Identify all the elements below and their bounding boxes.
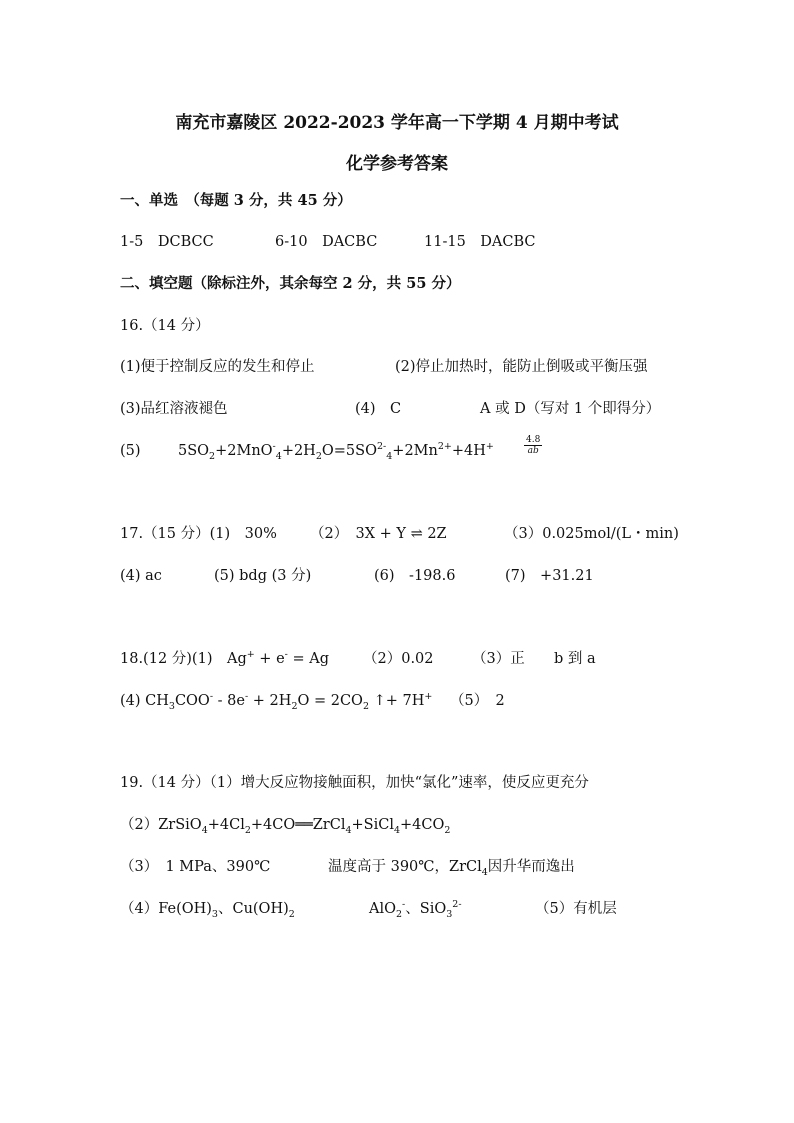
q17-answer-7: (7) +31.21 [505,568,594,584]
q19-answer-1: 19.（14 分）（1）增大反应物接触面积，加快“氯化”速率，使反应更充分 [120,775,589,791]
section-1-heading: 一、单选 （每题 3 分，共 45 分） [120,192,352,209]
q18-answer-4: (4) $CH_3COO^- - 8e^- + 2H_2O = 2CO_2$ ↑+ 7H+ [120,691,433,712]
fraction-numerator: 4.8 [526,435,541,445]
q17-answer-3: （3）0.025mol/(L・min) [504,526,679,542]
q17-answer-2: （2） 3X + Y ⇌ 2Z [310,526,447,542]
q19-answer-3: （3） 1 MPa、390℃ [120,859,271,875]
q19-answer-2: $(2)ZrSiO_4+4Cl_2+4CO══ZrCl_4+SiCl_4+4CO_2$ [120,817,451,836]
q16-answer-3: (3)品红溶液褪色 [120,401,228,417]
q19-answer-5: （5）有机层 [535,901,617,917]
q16-answer-5-label: (5) [120,443,141,459]
q16-answer-2: (2)停止加热时，能防止倒吸或平衡压强 [395,359,648,375]
document-subtitle: 化学参考答案 [346,154,448,174]
section-2-heading: 二、填空题（除标注外，其余每空 2 分，共 55 分） [120,275,461,292]
q18-answer-3: （3）正 [472,651,525,667]
q18-answer-2: （2）0.02 [363,651,434,667]
q18-answer-1: 18.(12 分)(1) Ag+ + e- = Ag [120,649,329,667]
q16-answer-1: (1)便于控制反应的发生和停止 [120,359,315,375]
q16-ionic-equation: $5SO_2+2MnO^-_4+2H_2O=5SO^{2-}_4+2Mn^{2+}+4H^+$ [178,441,494,462]
q17-answer-4: (4) ac [120,568,162,584]
q18-answer-3b: b 到 a [554,651,596,667]
mc-answers-6-10: 6-10 DACBC [275,234,378,250]
q16-header: 16.（14 分） [120,318,210,334]
q17-answer-1: 17.（15 分）(1) 30% [120,526,277,542]
q19-answer-4b: AlO$_2$-、SiO$_3^{2-}$ [369,899,462,920]
q16-answer-4-alt: A 或 D（写对 1 个即得分） [480,401,661,417]
q17-answer-6: (6) -198.6 [374,568,456,584]
q16-fraction [524,435,542,456]
mc-answers-11-15: 11-15 DACBC [424,234,536,250]
fraction-denominator: ab [527,446,539,456]
mc-answers-1-5: 1-5 DCBCC [120,234,214,250]
q19-answer-3b: 温度高于 390℃，ZrCl$_4$因升华而逸出 [328,859,575,878]
q17-answer-5: (5) bdg (3 分) [214,568,312,584]
q16-answer-4: (4) C [355,401,402,417]
q18-answer-5: （5） 2 [450,693,505,709]
q19-answer-4: $(4)Fe(OH)_3$、$Cu(OH)_2$ [120,901,295,920]
document-title: 南充市嘉陵区 2022-2023 学年高一下学期 4 月期中考试 [175,113,619,133]
